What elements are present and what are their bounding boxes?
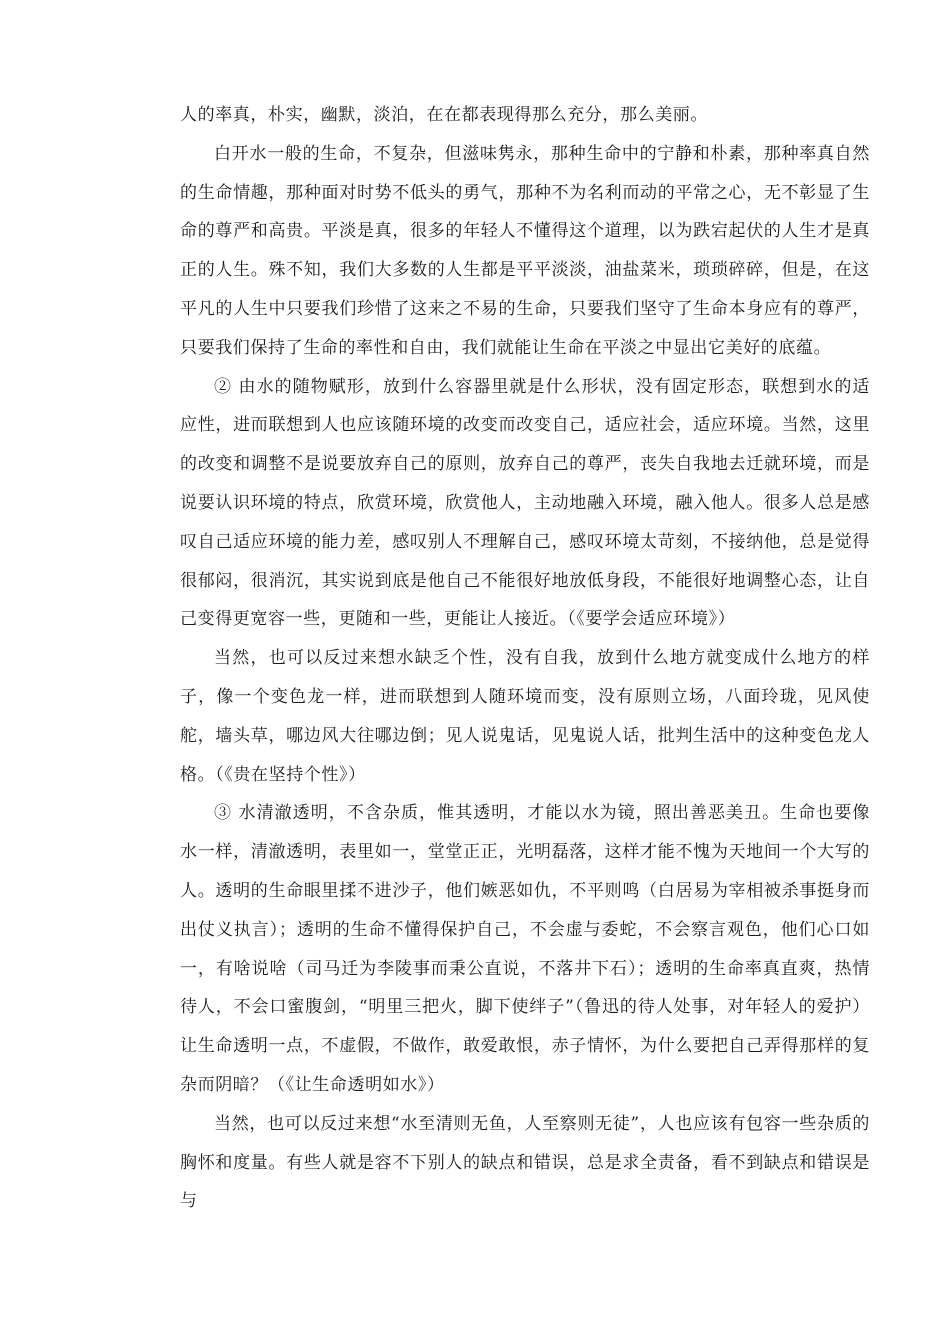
paragraph-1: 人的率真，朴实，幽默，淡泊，在在都表现得那么充分，那么美丽。: [180, 105, 708, 125]
paragraph-2: 白开水一般的生命，不复杂，但滋味隽永，那种生命中的宁静和朴素，那种率真自然的生命情趣，那种面对时势不低头的勇气，那种不为名利而动的平常之心，无不彰显了生命的尊严和高贵。平淡是真，很多的年轻人不懂得这个道理，以为跌宕起伏的人生才是真正的人生。殊不知，我们大多数的人生都是平平淡淡，油盐菜米，琐琐碎碎，但是，在这平凡的人生中只要我们珍惜了这来之不易的生命，只要我们坚守了生命本身应有的尊严，只要我们保持了生命的率性和自由，我们就能让生命在平淡之中显出它美好的底蕴。: [180, 143, 870, 358]
paragraph-5: ③ 水清澈透明，不含杂质，惟其透明，才能以水为镜，照出善恶美丑。生命也要像水一样，清澈透明，表里如一，堂堂正正，光明磊落，这样才能不愧为天地间一个大写的人。透明的生命眼里揉不进沙子，他们嫉恶如仇，不平则鸣（白居易为宰相被杀事挺身而出仗义执言）；透明的生命不懂得保护自己，不会虚与委蛇，不会察言观色，他们心口如一，有啥说啥（司马迁为李陵事而秉公直说，不落井下石）；透明的生命率真直爽，热情待人，不会口蜜腹剑，“明里三把火，脚下使绊子”（鲁迅的待人处事，对年轻人的爱护）让生命透明一点，不虚假，不做作，敢爱敢恨，赤子情怀，为什么要把自己弄得那样的复杂而阴暗？（《让生命透明如水》）: [180, 803, 870, 1095]
document-body: [180, 96, 870, 1221]
paragraph-6: 当然，也可以反过来想“水至清则无鱼，人至察则无徒”，人也应该有包容一些杂质的胸怀和度量。有些人就是容不下别人的缺点和错误，总是求全责备，看不到缺点和错误是与: [180, 1113, 870, 1212]
paragraph-3: ② 由水的随物赋形，放到什么容器里就是什么形状，没有固定形态，联想到水的适应性，进而联想到人也应该随环境的改变而改变自己，适应社会，适应环境。当然，这里的改变和调整不是说要放弃自己的原则，放弃自己的尊严，丧失自我地去迁就环境，而是说要认识环境的特点，欣赏环境，欣赏他人，主动地融入环境，融入他人。很多人总是感叹自己适应环境的能力差，感叹别人不理解自己，感叹环境太苛刻，不接纳他，总是觉得很郁闷，很消沉，其实说到底是他自己不能很好地放低身段，不能很好地调整心态，让自己变得更宽容一些，更随和一些，更能让人接近。（《要学会适应环境》）: [180, 376, 870, 630]
paragraph-4: 当然，也可以反过来想水缺乏个性，没有自我，放到什么地方就变成什么地方的样子，像一个变色龙一样，进而联想到人随环境而变，没有原则立场，八面玲珑，见风使舵，墙头草，哪边风大往哪边倒；见人说鬼话，见鬼说人话，批判生活中的这种变色龙人格。（《贵在坚持个性》）: [180, 648, 870, 785]
